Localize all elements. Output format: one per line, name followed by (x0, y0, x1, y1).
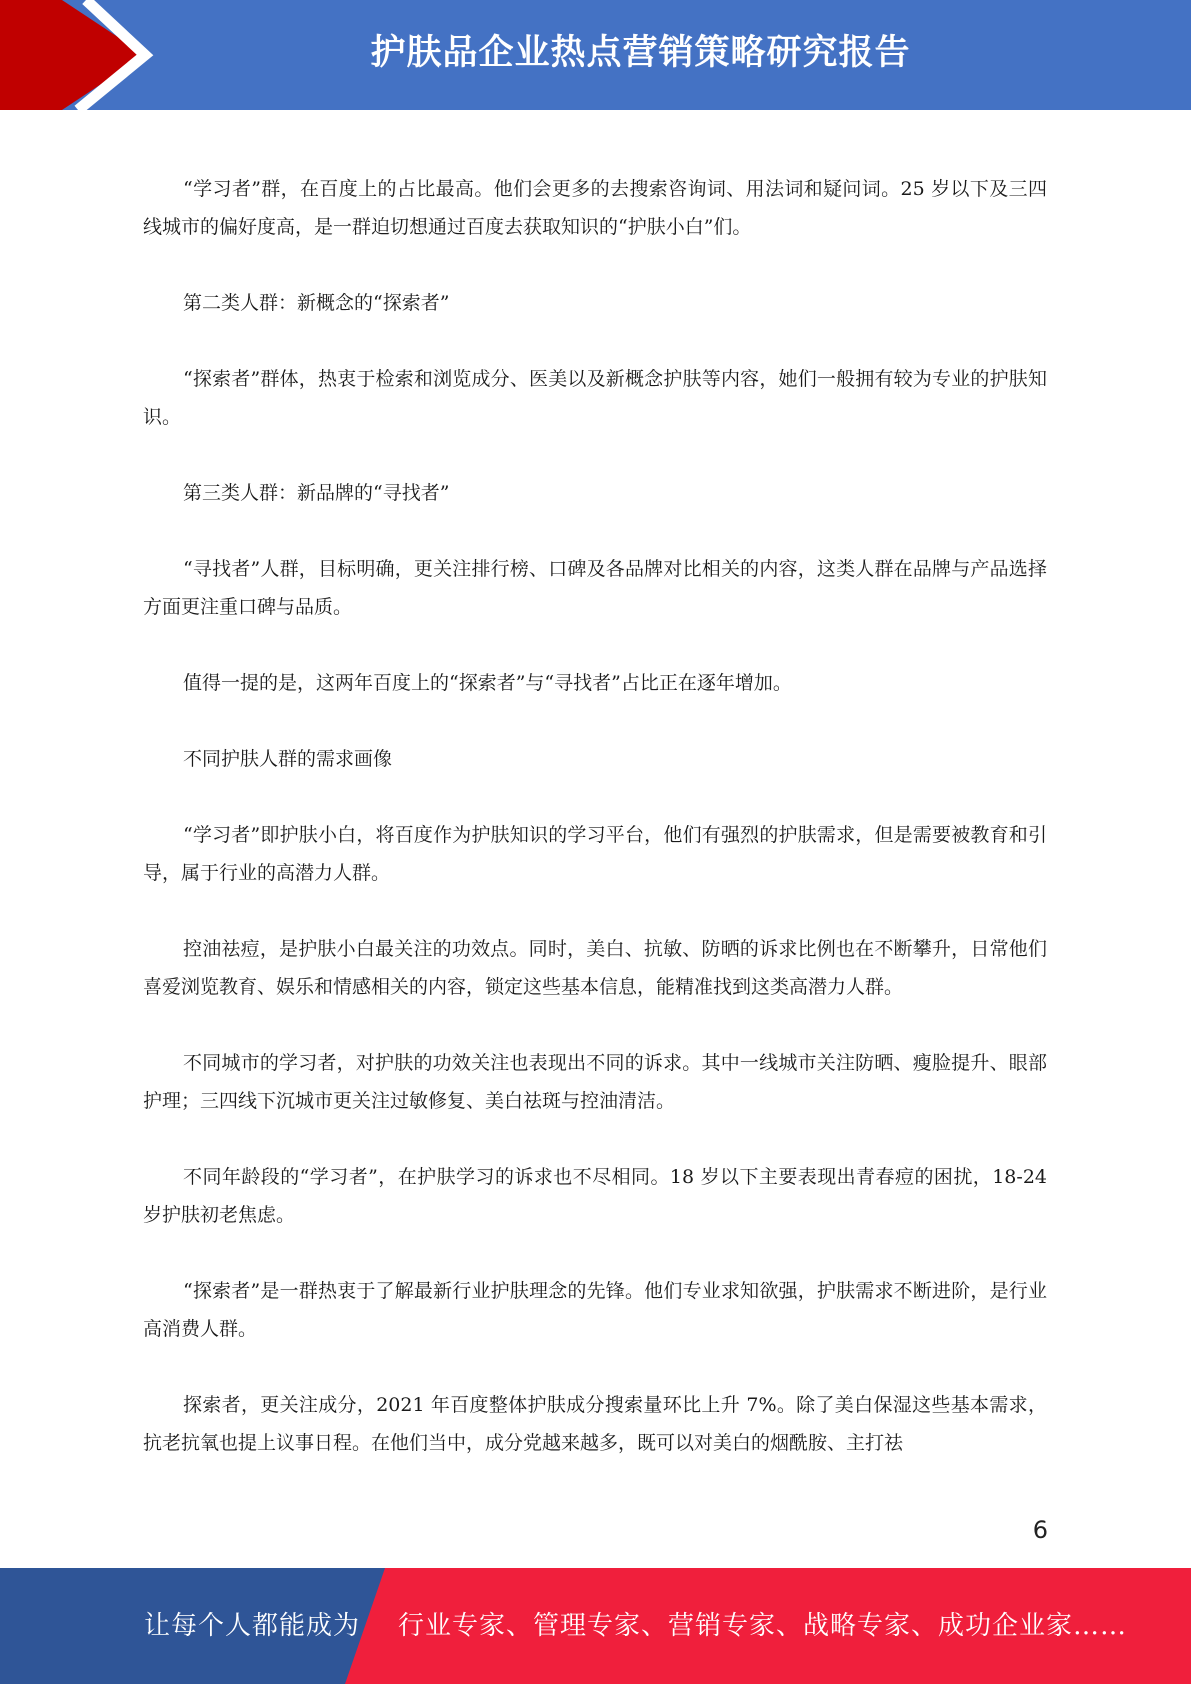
document-body (143, 170, 1047, 1500)
paragraph: 控油祛痘，是护肤小白最关注的功效点。同时，美白、抗敏、防晒的诉求比例也在不断攀升，日常他们喜爱浏览教育、娱乐和情感相关的内容，锁定这些基本信息，能精准找到这类高潜力人群。 (143, 938, 1047, 998)
footer-slogan-left: 让每个人都能成为 (144, 1611, 361, 1641)
paragraph: 不同城市的学习者，对护肤的功效关注也表现出不同的诉求。其中一线城市关注防晒、瘦脸提升、眼部护理；三四线下沉城市更关注过敏修复、美白祛斑与控油清洁。 (143, 1052, 1047, 1112)
header-title: 护肤品企业热点营销策略研究报告 (370, 33, 911, 73)
page-header (0, 0, 1191, 110)
section-heading: 不同护肤人群的需求画像 (183, 748, 393, 770)
section-heading: 第三类人群：新品牌的“寻找者” (183, 482, 450, 504)
section-heading: 第二类人群：新概念的“探索者” (183, 292, 450, 314)
page-footer (0, 1568, 1191, 1684)
header-red-chevron (0, 0, 145, 110)
paragraph: “探索者”是一群热衷于了解最新行业护肤理念的先锋。他们专业求知欲强，护肤需求不断进阶，是行业高消费人群。 (143, 1280, 1047, 1340)
paragraph: 值得一提的是，这两年百度上的“探索者”与“寻找者”占比正在逐年增加。 (183, 672, 792, 694)
paragraph: “学习者”即护肤小白，将百度作为护肤知识的学习平台，他们有强烈的护肤需求，但是需要被教育和引导，属于行业的高潜力人群。 (143, 824, 1047, 884)
paragraph: “探索者”群体，热衷于检索和浏览成分、医美以及新概念护肤等内容，她们一般拥有较为专业的护肤知识。 (143, 368, 1047, 428)
paragraph: “寻找者”人群，目标明确，更关注排行榜、口碑及各品牌对比相关的内容，这类人群在品牌与产品选择方面更注重口碑与品质。 (143, 558, 1047, 618)
paragraph: 不同年龄段的“学习者”，在护肤学习的诉求也不尽相同。18 岁以下主要表现出青春痘的困扰，18-24 岁护肤初老焦虑。 (143, 1166, 1047, 1226)
footer-slogan-right: 行业专家、管理专家、营销专家、战略专家、成功企业家…… (398, 1611, 1128, 1641)
paragraph: “学习者”群，在百度上的占比最高。他们会更多的去搜索咨询词、用法词和疑问词。25 岁以下及三四线城市的偏好度高，是一群迫切想通过百度去获取知识的“护肤小白”们。 (143, 178, 1047, 238)
paragraph: 探索者，更关注成分，2021 年百度整体护肤成分搜索量环比上升 7%。除了美白保湿这些基本需求，抗老抗氧也提上议事日程。在他们当中，成分党越来越多，既可以对美白的烟酰胺、主打祛 (143, 1394, 1047, 1454)
page-number: 6 (1032, 1516, 1048, 1544)
